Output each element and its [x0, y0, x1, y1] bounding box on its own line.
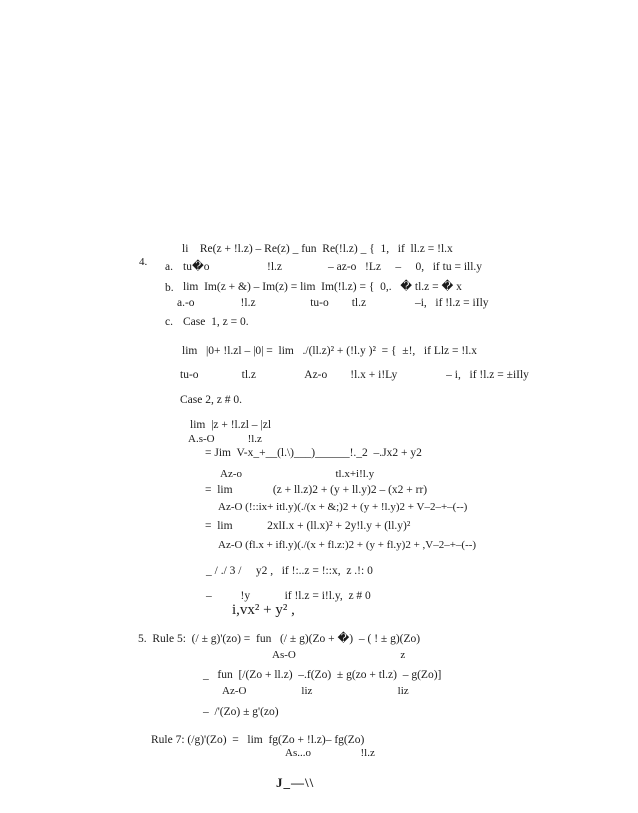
- case-2-line-1: lim |z + !l.zl – |zl: [190, 419, 272, 431]
- part-c-label: c.: [165, 316, 173, 328]
- rule-5-line-4: Az-O liz liz: [222, 685, 409, 697]
- rule-7-line-1: Rule 7: (/g)'(Zo) = lim fg(Zo + !l.z)– fg(Zo): [151, 734, 365, 746]
- case-2-line-11: i,vx² + y² ,: [232, 602, 295, 618]
- case-1-equation-line-1: lim |0+ !l.zl – |0| = lim ./(ll.z)² + (!l.y )² = { ±!, if Llz = !l.x: [182, 345, 478, 357]
- problem-number: 4.: [139, 256, 148, 268]
- part-c-case-1-heading: Case 1, z = 0.: [183, 316, 249, 328]
- part-b-line-1: lim Im(z + &) – Im(z) = lim Im(!l.z) = { 0,. � tl.z = � x: [183, 281, 462, 293]
- case-1-equation-line-2: tu-o tl.z Az-o !l.x + i!Ly – i, if !l.z = ±iIly: [180, 369, 529, 381]
- part-a-label: a.: [165, 261, 173, 273]
- case-2-line-6: Az-O (!::ix+ itl.y)(./(x + &;)2 + (y + !l.y)2 + V–2–+–(--): [218, 501, 468, 513]
- rule-5-line-1: 5. Rule 5: (/ ± g)'(zo) = fun (/ ± g)(Zo + �) – ( ! ± g)(Zo): [138, 633, 421, 645]
- case-2-line-3: = Jim V-x_+__(l.\)___)______!._2 –.Jx2 + y2: [205, 447, 422, 459]
- part-b-label: b.: [165, 282, 174, 294]
- case-2-line-7: = lim 2xlI.x + (ll.x)² + 2y!l.y + (ll.y)²: [205, 520, 411, 532]
- part-a-line-1: li Re(z + !l.z) – Re(z) _ fun Re(!l.z) _ { 1, if ll.z = !l.x: [182, 243, 453, 255]
- case-2-line-5: = lim (z + ll.z)2 + (y + ll.y)2 – (x2 + rr): [205, 484, 428, 496]
- case-2-line-4: Az-o tl.x+i!l.y: [220, 468, 375, 480]
- case-2-line-2: A.s-O !l.z: [188, 433, 262, 445]
- page-number: J_—\\: [276, 775, 315, 790]
- part-b-line-2: a.-o !l.z tu-o tl.z –i, if !l.z = iIly: [177, 297, 489, 309]
- rule-5-line-2: As-O z: [272, 649, 406, 661]
- rule-5-line-3: _ fun [/(Zo + ll.z) –.f(Zo) ± g(zo + tl.z) – g(Zo)]: [203, 669, 442, 681]
- case-2-line-9: _ / ./ 3 / y2 , if !:..z = !::x, z .!: 0: [206, 565, 373, 577]
- case-2-line-10: – !y if !l.z = i!l.y, z # 0: [206, 590, 371, 602]
- rule-5-line-5: – /'(Zo) ± g'(zo): [203, 706, 279, 718]
- case-2-heading: Case 2, z # 0.: [180, 394, 242, 406]
- part-a-line-2: tu�o !l.z – az-o !Lz – 0, if tu = ill.y: [183, 261, 483, 273]
- rule-7-line-2: As...o !l.z: [285, 747, 375, 759]
- case-2-line-8: Az-O (fl.x + ifl.y)(./(x + fl.z:)2 + (y + fl.y)2 + ,V–2–+–(--): [218, 539, 477, 551]
